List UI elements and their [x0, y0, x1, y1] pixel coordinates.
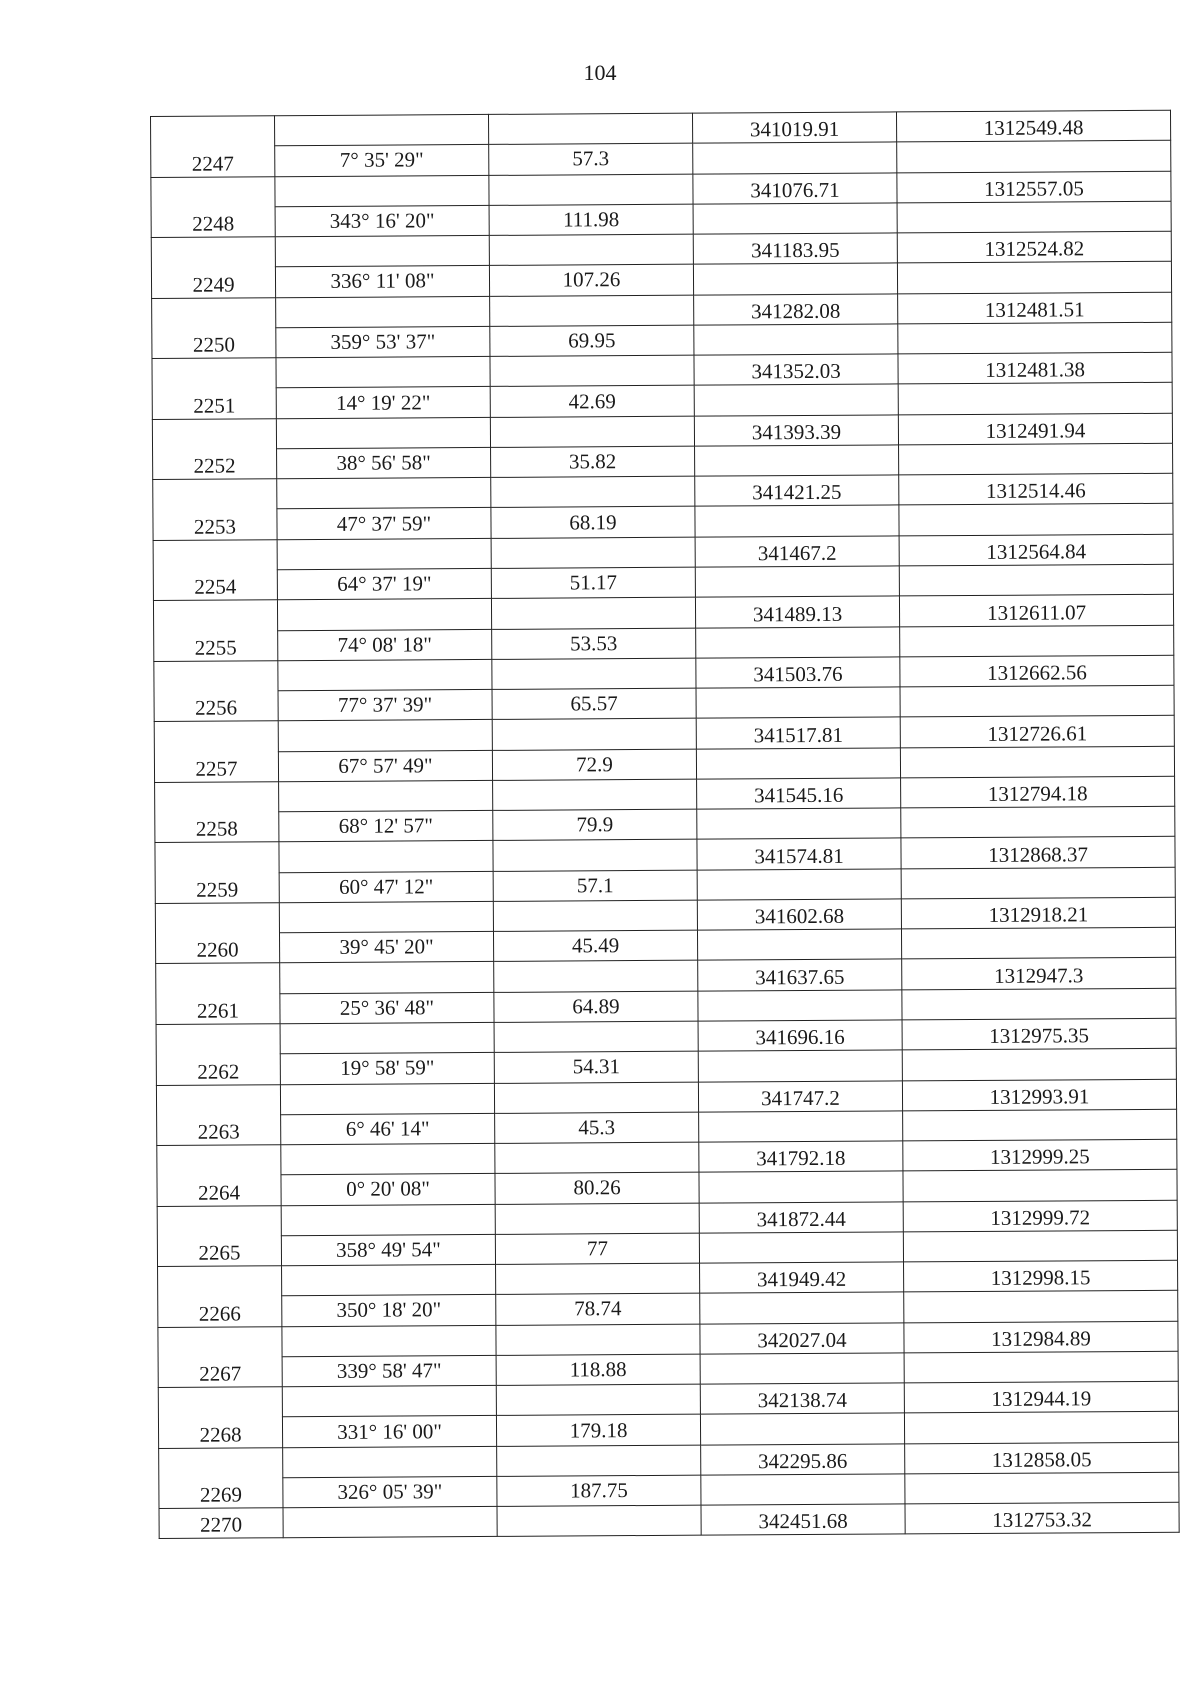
bearing-cell: 358° 49' 54": [281, 1234, 495, 1266]
bearing-empty-cell: [283, 1507, 497, 1539]
distance-empty-cell: [496, 1324, 700, 1356]
easting-empty-cell: [696, 748, 900, 780]
easting-cell: 341545.16: [697, 778, 901, 810]
station-id-cell: 2249: [151, 237, 275, 298]
northing-empty-cell: [903, 1230, 1177, 1262]
station-id-cell: 2257: [154, 721, 278, 782]
bearing-cell: 359° 53' 37": [276, 326, 490, 358]
northing-cell: 1312944.19: [904, 1381, 1178, 1413]
easting-empty-cell: [694, 384, 898, 416]
distance-cell: 69.95: [490, 325, 694, 357]
distance-empty-cell: [491, 537, 695, 569]
station-id-cell: 2270: [159, 1508, 283, 1539]
easting-empty-cell: [699, 1111, 903, 1143]
easting-cell: 341421.25: [695, 475, 899, 507]
station-id-cell: 2267: [158, 1326, 282, 1387]
easting-empty-cell: [700, 1292, 904, 1324]
bearing-cell: 336° 11' 08": [275, 266, 489, 298]
distance-cell: 45.3: [495, 1112, 699, 1144]
easting-cell: 342295.86: [701, 1444, 905, 1476]
northing-empty-cell: [898, 383, 1172, 415]
bearing-cell: 19° 58' 59": [280, 1053, 494, 1085]
bearing-empty-cell: [276, 417, 490, 449]
station-id-cell: 2258: [155, 782, 279, 843]
bearing-empty-cell: [280, 1083, 494, 1115]
easting-cell: 341503.76: [696, 657, 900, 689]
station-id-cell: 2248: [151, 176, 275, 237]
easting-cell: 341792.18: [699, 1141, 903, 1173]
distance-cell: 45.49: [493, 930, 697, 962]
easting-cell: 341949.42: [700, 1262, 904, 1294]
bearing-cell: 77° 37' 39": [278, 689, 492, 721]
station-row: [159, 1502, 1179, 1538]
bearing-empty-cell: [280, 1022, 494, 1054]
easting-cell: 342027.04: [700, 1323, 904, 1355]
station-id-cell: 2256: [154, 661, 278, 722]
distance-empty-cell: [491, 476, 695, 508]
northing-empty-cell: [897, 262, 1171, 294]
easting-cell: 341517.81: [696, 717, 900, 749]
northing-empty-cell: [904, 1412, 1178, 1444]
station-id-cell: 2250: [152, 297, 276, 358]
bearing-empty-cell: [277, 478, 491, 510]
easting-cell: 342451.68: [701, 1504, 905, 1536]
easting-empty-cell: [693, 203, 897, 235]
distance-empty-cell: [496, 1384, 700, 1416]
northing-cell: 1312993.91: [902, 1079, 1176, 1111]
bearing-empty-cell: [276, 357, 490, 389]
distance-empty-cell: [497, 1505, 701, 1537]
northing-cell: 1312998.15: [904, 1260, 1178, 1292]
bearing-empty-cell: [275, 235, 489, 267]
bearing-cell: 7° 35' 29": [275, 145, 489, 177]
northing-cell: 1312999.72: [903, 1200, 1177, 1232]
northing-empty-cell: [901, 927, 1175, 959]
northing-cell: 1312564.84: [899, 534, 1173, 566]
northing-empty-cell: [903, 1109, 1177, 1141]
northing-empty-cell: [901, 806, 1175, 838]
distance-cell: 79.9: [493, 809, 697, 841]
distance-cell: 80.26: [495, 1172, 699, 1204]
distance-empty-cell: [489, 174, 693, 206]
distance-cell: 57.1: [493, 870, 697, 902]
bearing-empty-cell: [279, 901, 493, 933]
station-id-cell: 2252: [152, 418, 276, 479]
survey-table-body: [151, 110, 1180, 1539]
northing-empty-cell: [902, 1048, 1176, 1080]
distance-empty-cell: [495, 1203, 699, 1235]
northing-cell: 1312858.05: [905, 1442, 1179, 1474]
northing-cell: 1312726.61: [900, 716, 1174, 748]
bearing-empty-cell: [283, 1446, 497, 1478]
bearing-empty-cell: [275, 114, 489, 146]
easting-empty-cell: [698, 990, 902, 1022]
station-id-cell: 2265: [157, 1205, 281, 1266]
station-id-cell: 2266: [158, 1266, 282, 1327]
northing-cell: 1312481.38: [898, 352, 1172, 384]
northing-empty-cell: [897, 201, 1171, 233]
easting-empty-cell: [696, 687, 900, 719]
bearing-empty-cell: [282, 1265, 496, 1297]
northing-cell: 1312753.32: [905, 1502, 1179, 1534]
bearing-empty-cell: [281, 1143, 495, 1175]
northing-empty-cell: [900, 746, 1174, 778]
northing-empty-cell: [905, 1472, 1179, 1504]
northing-cell: 1312611.07: [899, 595, 1173, 627]
easting-empty-cell: [694, 324, 898, 356]
easting-empty-cell: [698, 1050, 902, 1082]
easting-empty-cell: [695, 566, 899, 598]
distance-cell: 78.74: [496, 1294, 700, 1326]
page-number: 104: [583, 60, 617, 85]
northing-cell: 1312557.05: [897, 171, 1171, 203]
northing-cell: 1312999.25: [903, 1139, 1177, 1171]
easting-empty-cell: [695, 445, 899, 477]
distance-cell: 111.98: [489, 204, 693, 236]
distance-empty-cell: [490, 355, 694, 387]
easting-empty-cell: [699, 1232, 903, 1264]
bearing-cell: 6° 46' 14": [281, 1113, 495, 1145]
distance-empty-cell: [489, 234, 693, 266]
northing-cell: 1312481.51: [898, 292, 1172, 324]
easting-empty-cell: [693, 263, 897, 295]
bearing-cell: 0° 20' 08": [281, 1174, 495, 1206]
distance-cell: 53.53: [492, 628, 696, 660]
distance-cell: 77: [495, 1233, 699, 1265]
bearing-empty-cell: [279, 841, 493, 873]
easting-cell: 341393.39: [694, 415, 898, 447]
station-id-cell: 2269: [159, 1447, 283, 1508]
northing-cell: 1312868.37: [901, 837, 1175, 869]
distance-cell: 57.3: [489, 143, 693, 175]
bearing-empty-cell: [277, 599, 491, 631]
northing-empty-cell: [904, 1291, 1178, 1323]
bearing-cell: 326° 05' 39": [283, 1476, 497, 1508]
easting-cell: 341696.16: [698, 1020, 902, 1052]
northing-cell: 1312524.82: [897, 231, 1171, 263]
bearing-empty-cell: [276, 296, 490, 328]
distance-empty-cell: [496, 1263, 700, 1295]
easting-cell: 341183.95: [693, 233, 897, 265]
distance-cell: 51.17: [491, 567, 695, 599]
distance-empty-cell: [493, 900, 697, 932]
easting-cell: 342138.74: [700, 1383, 904, 1415]
northing-cell: 1312984.89: [904, 1321, 1178, 1353]
easting-cell: 341489.13: [695, 596, 899, 628]
northing-empty-cell: [898, 322, 1172, 354]
distance-cell: 35.82: [491, 446, 695, 478]
easting-empty-cell: [700, 1353, 904, 1385]
easting-empty-cell: [697, 869, 901, 901]
northing-cell: 1312491.94: [898, 413, 1172, 445]
easting-cell: 341602.68: [697, 899, 901, 931]
distance-empty-cell: [497, 1445, 701, 1477]
northing-empty-cell: [899, 504, 1173, 536]
bearing-cell: 14° 19' 22": [276, 387, 490, 419]
northing-empty-cell: [900, 685, 1174, 717]
station-id-cell: 2261: [156, 963, 280, 1024]
northing-cell: 1312549.48: [896, 110, 1170, 142]
bearing-cell: 339° 58' 47": [282, 1355, 496, 1387]
northing-cell: 1312918.21: [901, 897, 1175, 929]
easting-empty-cell: [697, 929, 901, 961]
station-id-cell: 2254: [153, 539, 277, 600]
northing-cell: 1312947.3: [902, 958, 1176, 990]
bearing-cell: 74° 08' 18": [278, 629, 492, 661]
bearing-cell: 25° 36' 48": [280, 992, 494, 1024]
distance-empty-cell: [495, 1142, 699, 1174]
station-id-cell: 2259: [155, 842, 279, 903]
bearing-empty-cell: [282, 1325, 496, 1357]
station-id-cell: 2260: [155, 903, 279, 964]
northing-empty-cell: [899, 443, 1173, 475]
distance-cell: 179.18: [496, 1415, 700, 1447]
northing-cell: 1312975.35: [902, 1018, 1176, 1050]
easting-cell: 341076.71: [693, 172, 897, 204]
distance-empty-cell: [490, 416, 694, 448]
station-id-cell: 2247: [151, 116, 275, 177]
northing-empty-cell: [899, 564, 1173, 596]
northing-empty-cell: [900, 625, 1174, 657]
easting-empty-cell: [700, 1413, 904, 1445]
distance-empty-cell: [488, 113, 692, 145]
easting-empty-cell: [697, 808, 901, 840]
easting-cell: 341574.81: [697, 838, 901, 870]
easting-empty-cell: [699, 1171, 903, 1203]
easting-empty-cell: [696, 626, 900, 658]
station-id-cell: 2251: [152, 358, 276, 419]
bearing-cell: 47° 37' 59": [277, 508, 491, 540]
distance-empty-cell: [491, 597, 695, 629]
distance-empty-cell: [494, 961, 698, 993]
easting-cell: 341019.91: [692, 112, 896, 144]
distance-empty-cell: [492, 718, 696, 750]
station-id-cell: 2262: [156, 1024, 280, 1085]
distance-empty-cell: [492, 658, 696, 690]
easting-cell: 341282.08: [694, 294, 898, 326]
easting-cell: 341467.2: [695, 536, 899, 568]
distance-empty-cell: [494, 1082, 698, 1114]
distance-empty-cell: [493, 840, 697, 872]
distance-empty-cell: [494, 1021, 698, 1053]
bearing-cell: 350° 18' 20": [282, 1295, 496, 1327]
distance-cell: 42.69: [490, 386, 694, 418]
bearing-cell: 39° 45' 20": [279, 932, 493, 964]
distance-cell: 107.26: [489, 265, 693, 297]
northing-empty-cell: [903, 1170, 1177, 1202]
station-id-cell: 2264: [157, 1145, 281, 1206]
bearing-empty-cell: [281, 1204, 495, 1236]
easting-cell: 341747.2: [698, 1080, 902, 1112]
bearing-cell: 68° 12' 57": [279, 811, 493, 843]
bearing-empty-cell: [282, 1386, 496, 1418]
distance-empty-cell: [490, 295, 694, 327]
northing-empty-cell: [904, 1351, 1178, 1383]
bearing-empty-cell: [278, 720, 492, 752]
northing-empty-cell: [901, 867, 1175, 899]
distance-empty-cell: [493, 779, 697, 811]
bearing-empty-cell: [279, 780, 493, 812]
easting-empty-cell: [701, 1474, 905, 1506]
bearing-cell: 331° 16' 00": [282, 1416, 496, 1448]
distance-cell: 64.89: [494, 991, 698, 1023]
station-id-cell: 2263: [156, 1084, 280, 1145]
easting-empty-cell: [693, 142, 897, 174]
distance-cell: 54.31: [494, 1051, 698, 1083]
bearing-cell: 38° 56' 58": [277, 447, 491, 479]
easting-empty-cell: [695, 505, 899, 537]
distance-cell: 72.9: [492, 749, 696, 781]
bearing-empty-cell: [275, 175, 489, 207]
survey-coordinates-table: [150, 110, 1180, 1540]
northing-cell: 1312794.18: [901, 776, 1175, 808]
bearing-empty-cell: [280, 962, 494, 994]
bearing-cell: 343° 16' 20": [275, 205, 489, 237]
bearing-cell: 60° 47' 12": [279, 871, 493, 903]
northing-empty-cell: [897, 141, 1171, 173]
distance-cell: 68.19: [491, 507, 695, 539]
distance-cell: 187.75: [497, 1475, 701, 1507]
northing-empty-cell: [902, 988, 1176, 1020]
bearing-empty-cell: [277, 538, 491, 570]
northing-cell: 1312514.46: [899, 473, 1173, 505]
bearing-cell: 67° 57' 49": [278, 750, 492, 782]
bearing-cell: 64° 37' 19": [277, 568, 491, 600]
bearing-empty-cell: [278, 659, 492, 691]
distance-cell: 65.57: [492, 688, 696, 720]
station-id-cell: 2253: [153, 479, 277, 540]
station-id-cell: 2268: [158, 1387, 282, 1448]
survey-table-container: [150, 110, 1179, 1618]
northing-cell: 1312662.56: [900, 655, 1174, 687]
easting-cell: 341637.65: [698, 959, 902, 991]
station-id-cell: 2255: [153, 600, 277, 661]
easting-cell: 341352.03: [694, 354, 898, 386]
easting-cell: 341872.44: [699, 1201, 903, 1233]
distance-cell: 118.88: [496, 1354, 700, 1386]
